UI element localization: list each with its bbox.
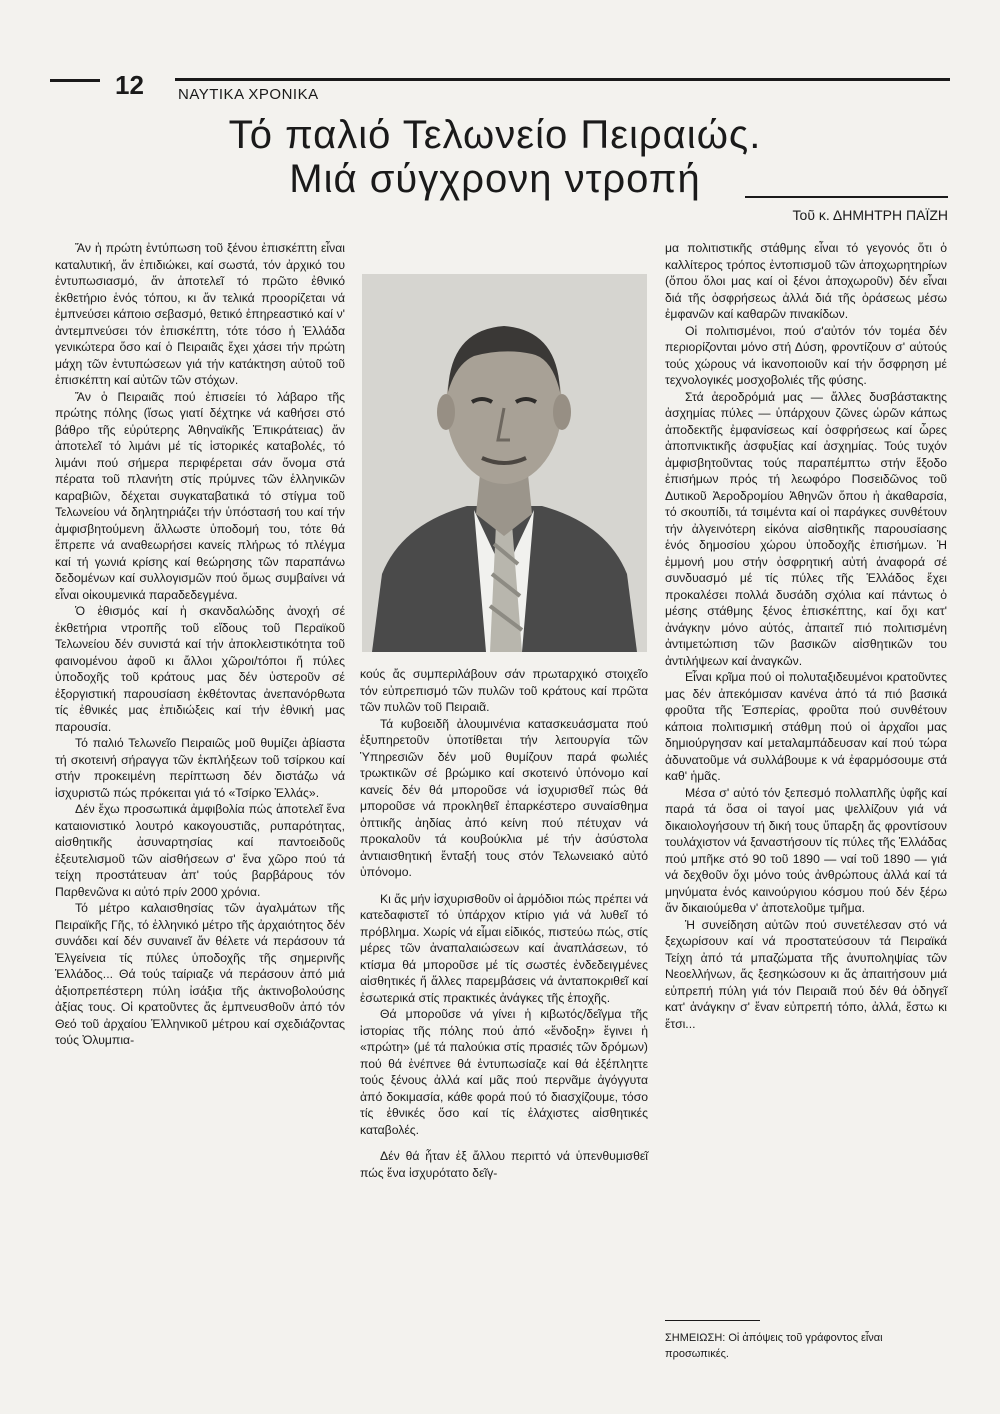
paragraph: Εἶναι κρῖμα πού οἱ πολυταξιδευμένοι κρατοῦντες μας δέν ἀπεκόμισαν κανένα ἀπό τά πιό βασικά φροῦτα τῆς Ἑσπερίας, φροῦτα πού συνθέτουν κάποια πολιτισμική στάθμη πού οἱ ἀρχαῖοι μας δημιούργησαν καί μεταλαμπάδευσαν καί πού τώρα ἀδυνατοῦμε νά συλλάβουμε κ νά ἐφαρμόσουμε στά καθ' ἡμᾶς. <box>665 670 947 783</box>
paragraph: Οἱ πολιτισμένοι, πού σ'αὐτόν τόν τομέα δέν περιορίζονται μόνο στή Δύση, φροντίζουν σ' αὐτούς τούς χώρους νά ἱκανοποιοῦν καί τήν ὄσφρηση μέ τεχνολογικές μοσχοβολιές τῆς φύσης. <box>665 323 947 387</box>
paragraph: Ἄν ὁ Πειραιᾶς πού ἐπισείει τό λάβαρο τῆς πρώτης πόλης (ἴσως γιατί δέχτηκε νά καθήσει στό βάθρο τῆς εὐρύτερης Ἀθηναϊκῆς Ἐπικράτειας) ἄν ἀποτελεῖ τό λιμάνι μέ τίς ἱστορικές καταβολές, τό λιμάνι πού σήμερα περιφέρεται σάν ὄνομα στά πέρατα τοῦ πλανήτη στίς πρύμνες τῶν ἑλληνικῶν καραβιῶν, δέχεται συγκαταβατικά τό στίγμα τοῦ Τελωνείου νά δηλητηριάζει τήν ὑπόστασή του καί τήν ἀμφισβητούμενη ἄλλωστε ὑποδομή του, τότε θά ἔπρεπε νά αναθεωρήσει κανείς πλήρως τό πλέγμα καί τή γωνιά κρίσης καί θεώρησης τῶν παραπάνω δεδομένων καί συλλογισμῶν πού ὅμως συμβαίνει νά εἶναι οἰκουμενικά παραδεδεγμένα. <box>55 389 345 602</box>
header-rule-right <box>175 78 950 81</box>
note-rule <box>665 1320 760 1321</box>
author-photo <box>362 274 647 652</box>
article-column-1 <box>55 240 345 1049</box>
page-number: 12 <box>115 70 144 100</box>
paragraph: Δέν ἔχω προσωπικά ἀμφιβολία πώς ἀποτελεῖ ἕνα καταιονιστικό λουτρό κακογουστιᾶς, ρυπαρότητας, αἰσθητικῆς ἀσυναρτησίας καί παντοειδοῦς ἐξευτελισμοῦ τῶν αἰσθήσεων σ' ἕνα χῶρο πού τά τείχη προστάτευαν ἀπ' τούς βαρβάρους τόν Παρθενῶνα κι αὐτό πρίν 2000 χρόνια. <box>55 802 345 899</box>
paragraph: Ὁ ἐθισμός καί ἡ σκανδαλώδης ἀνοχή σέ ἐκθετήρια ντροπῆς τοῦ εἴδους τοῦ Περαϊκοῦ Τελωνείου δέν συνιστά καί τήν ἀποκλειστικότητα τοῦ φαινομένου ἀφοῦ κι ἄλλοι χῶροι/τόποι ἤ πύλες ὑποδοχῆς τοῦ κράτους μας δέν ὑστεροῦν σέ ἐξοργιστική παρουσίαση ἐκθέτοντας ἀνεπανόρθωτα τίς ἐθνικές μας ἐπιδιώξεις καί τήν ἐθνική μας παρουσία. <box>55 604 345 734</box>
paragraph: Ἡ συνείδηση αὐτῶν πού συνετέλεσαν στό νά ξεχωρίσουν καί νά προστατεύσουν τά Πειραϊκά Τείχη ἀπό τά μπαζώματα τῆς ἀνυποληψίας τῶν Νεοελλήνων, ἄς ξεσηκώσουν κι ἄς ἀπαιτήσουν μιά εὐπρεπή πύλη γιά τόν Πειραιᾶ πού δέν θά ὁδηγεῖ κατ' ἀνάγκην σ' ἕναν εὐπρεπή τόπο, ἀλλά, ἔστω κι ἔτσι... <box>665 917 947 1031</box>
paragraph: Ἄν ἡ πρώτη ἐντύπωση τοῦ ξένου ἐπισκέπτη εἶναι καταλυτική, ἄν ἐπιδιώκει, καί σωστά, τόν ἀρχικό του ἐντυπωσιασμό, ἄν ἀποτελεῖ τό πρῶτο ἐθνικό ἐκθετήριο ἑνός τόπου, κι ἄν τελικά προορίζεται νά ἐμπνεύσει κάποιο σεβασμό, θετικό ἐπηρεαστικό καί ν' ἀντεμπνεύσει τόν ἐπισκέπτη, τότε τόσο ἡ Ἑλλάδα γενικώτερα ὅσο καί ὁ Πειραιᾶς ἔχει χάσει τήν πρώτη μάχη τῶν ἐντυπώσεων γιά τήν κατάκτηση αὐτοῦ τοῦ ἐπισκέπτη καί αὐτῶν τῶν στόχων. <box>55 241 345 387</box>
article-title-line1: Τό παλιό Τελωνείο Πειραιώς. <box>228 113 762 157</box>
footnote: ΣΗΜΕΙΩΣΗ: Οἱ ἀπόψεις τοῦ γράφοντος εἶναι προσωπικές. <box>665 1332 883 1360</box>
paragraph: Θά μποροῦσε νά γίνει ἡ κιβωτός/δεῖγμα τῆς ἱστορίας τῆς πόλης πού ἀπό «ἔνδοξη» ἔγινει ἡ «πρώτη» (μέ τά παλούκια στίς πρασιές τῶν δρόμων) πού θά ἐνέπνεε θά ἐντυπωσίαζε καί θά ἐξέπληττε τούς ξένους ἀλλά καί μᾶς πού περνᾶμε ἀγόγγυτα ἀπό δοκιμασία, κάθε φορά πού τό διασχίζουμε, τόσο τίς ἐθνικές ὅσο καί τίς ἐλάχιστες αἰσθητικές καταβολές. <box>360 1007 648 1137</box>
article-column-3 <box>665 240 947 1032</box>
title-underline <box>745 196 948 198</box>
portrait-illustration <box>362 274 647 652</box>
paragraph: Τό μέτρο καλαισθησίας τῶν ἀγαλμάτων τῆς Πειραϊκῆς Γῆς, τό ἑλληνικό μέτρο τῆς ἀρχαιότητος δέν συνάδει καί δέν συναινεῖ ἄν θέλετε νά περάσουν τά Ἐλγείνεια τίς πύλες ὑποδοχῆς τῆς σημερινῆς Ἑλλάδος... Θά τούς ταίριαζε νά περάσουν ἀπό μιά ἀξιοπρεπέστερη πύλη ἰσάξια τῆς ἀκτινοβολούσης ἀξίας τους. Οἱ κρατοῦντες ἄς ἐμπνευσθοῦν ἀπό τόν Θεό τοῦ ἀρχαίου Ἑλληνικοῦ μέτρου καί σχεδιάζοντας τούς Ὀλυμπια- <box>55 901 345 1047</box>
article-title-line2: Μιά σύγχρονη ντροπή <box>289 157 701 201</box>
article-column-2 <box>360 666 648 1181</box>
publication-name: ΝΑΥΤΙΚΑ ΧΡΟΝΙΚΑ <box>178 86 319 103</box>
paragraph: κούς ἄς συμπεριλάβουν σάν πρωταρχικό στοιχεῖο τόν εὐπρεπισμό τῶν πυλῶν τοῦ κράτους καί πρῶτα τῶν πυλῶν τοῦ Πειραιᾶ. <box>360 667 648 714</box>
paragraph: Στά ἀεροδρόμιά μας — ἄλλες δυσβάστακτης ἀσχημίας πύλες — ὑπάρχουν ζῶνες ὡρῶν κάπως ἀποδεκτῆς ἐμφανίσεως καί ὀσφρήσεως καί ὧρες ἀποπνικτικῆς ἀσφυξίας καί ἀσχημίας. Τούς τυχόν ἀμφισβητοῦντας τούς παραπέμπτω στήν ἔξοδο ἐπισήμων πρός τή λεωφόρο Ποσειδῶνος τοῦ Δυτικοῦ Ἀεροδρομίου Ἀθηνῶν ὅπου ἡ ἀκαθαρσία, τό σκουπίδι, τά τσιμέντα καί οἱ παράγκες συνθέτουν τήν ἀλγεινότερη εἰκόνα αἰσθητικῆς παρουσίασης ἑνός δημοσίου χώρου ὑποδοχῆς ἐπισήμων. Ἡ ἐμμονή μου στήν ὀσφρητική αὐτή ἀναφορά σέ συνδυασμό μέ τίς πύλες τῆς Ἑλλάδος ἔχει προκαλέσει πολλά δυσάδη σχόλια καί πάντως ὁ μέσης στάθμης ξένος ἐπισκέπτης, καί ὄχι κατ' ἀνάγκην μόνο αὐτός, ἀπαιτεῖ πιό πολιτισμένη ἀντιμετώπιση τῶν βασικῶν αἰσθητικῶν του ἀντιλήψεων καί ἀναγκῶν. <box>665 389 947 668</box>
paragraph: Δέν θά ἦταν ἐξ ἄλλου περιττό νά ὑπενθυμισθεῖ πώς ἕνα ἰσχυρότατο δεῖγ- <box>360 1149 648 1180</box>
paragraph: μα πολιτιστικῆς στάθμης εἶναι τό γεγονός ὅτι ὁ καλλίτερος τρόπος ἐντοπισμοῦ τῶν ἀποχωρητηρίων (ὅπου ὅλοι μας καί οἱ ξένοι ἀποχωροῦν) δέν εἶναι διά τῆς ὀσφρήσεως ἀλλά διά τῆς ὁράσεως μέσω ἐμφανῶν καί καθαρῶν πινακίδων. <box>665 241 947 321</box>
paragraph: Τό παλιό Τελωνεῖο Πειραιῶς μοῦ θυμίζει ἀβίαστα τή σκοτεινή σήραγγα τῶν ἐκπλήξεων τοῦ τσίρκου καί στήν προκειμένη περίπτωση δέν διστάζω νά ἰσχυριστῶ πώς πρόκειται γιά τό «Τσίρκο Ἑλλάς». <box>55 736 345 800</box>
paragraph: Κι ἄς μήν ἰσχυρισθοῦν οἱ ἁρμόδιοι πώς πρέπει νά κατεδαφιστεῖ τό ὑπάρχον κτίριο γιά νά λυθεῖ τό πρόβλημα. Χωρίς νά εἶμαι εἰδικός, πιστεύω πώς, στίς μέρες τῶν ἀναπαλαιώσεων καί ἀναπλάσεων, τό κτίσμα θά μποροῦσε μέ τίς σωστές ἐνδεδειγμένες αἰσθητικές ἤ ἄλλες παρεμβάσεις νά ἀνταποκριθεῖ καί ἐσωτερικά στίς πρακτικές ἀνάγκες τῆς ἐποχῆς. <box>360 891 648 1005</box>
paragraph: Μέσα σ' αὐτό τόν ξεπεσμό πολλαπλῆς ὑφῆς καί παρά τά ὅσα οἱ ταγοί μας ψελλίζουν γιά νά δικαιολογήσουν τή δική τους ὕπαρξη ἄς φροντίσουν τουλάχιστον νά ξαναστήσουν τίς πύλες τῆς Ἑλλάδας πού μπῆκε στό 90 τοῦ 1890 — ναί τοῦ 1890 — γιά νά δεχθοῦν ὄχι μόνο τούς ἀνθρώπους ἀλλά καί τά μηνύματα ἑνός καινούργιου κόσμου πού δέν ξέρω ἄν δικαιούμεθα ν' ἀποτελοῦμε τμῆμα. <box>665 785 947 915</box>
header-rule-left <box>50 79 100 82</box>
paragraph: Τά κυβοειδῆ ἀλουμινένια κατασκευάσματα πού ἐξυπηρετοῦν ὑποτίθεται τήν λειτουργία τῶν Ὑπηρεσιῶν δέν μοῦ θυμίζουν παρά φωλιές τρωκτικῶν σέ βρώμικο καί σκοτεινό ὑπόνομο καί κανείς δέν θά μποροῦσε νά ἰσχυρισθεῖ πώς θά μποροῦσε νά προκληθεῖ ἐπαρκέστερο συναίσθημα ὀπτικῆς ἀηδίας ἀπό κείνη πού πέτυχαν νά προκαλοῦν τά κουβούκλια μέ τήν ἀσύστολα ἀντιαισθητική ἔνταξή τους στόν Τελωνειακό αὐτό ὑπόνομο. <box>360 716 648 879</box>
byline: Τοῦ κ. ΔΗΜΗΤΡΗ ΠΑΪΖΗ <box>792 207 948 223</box>
